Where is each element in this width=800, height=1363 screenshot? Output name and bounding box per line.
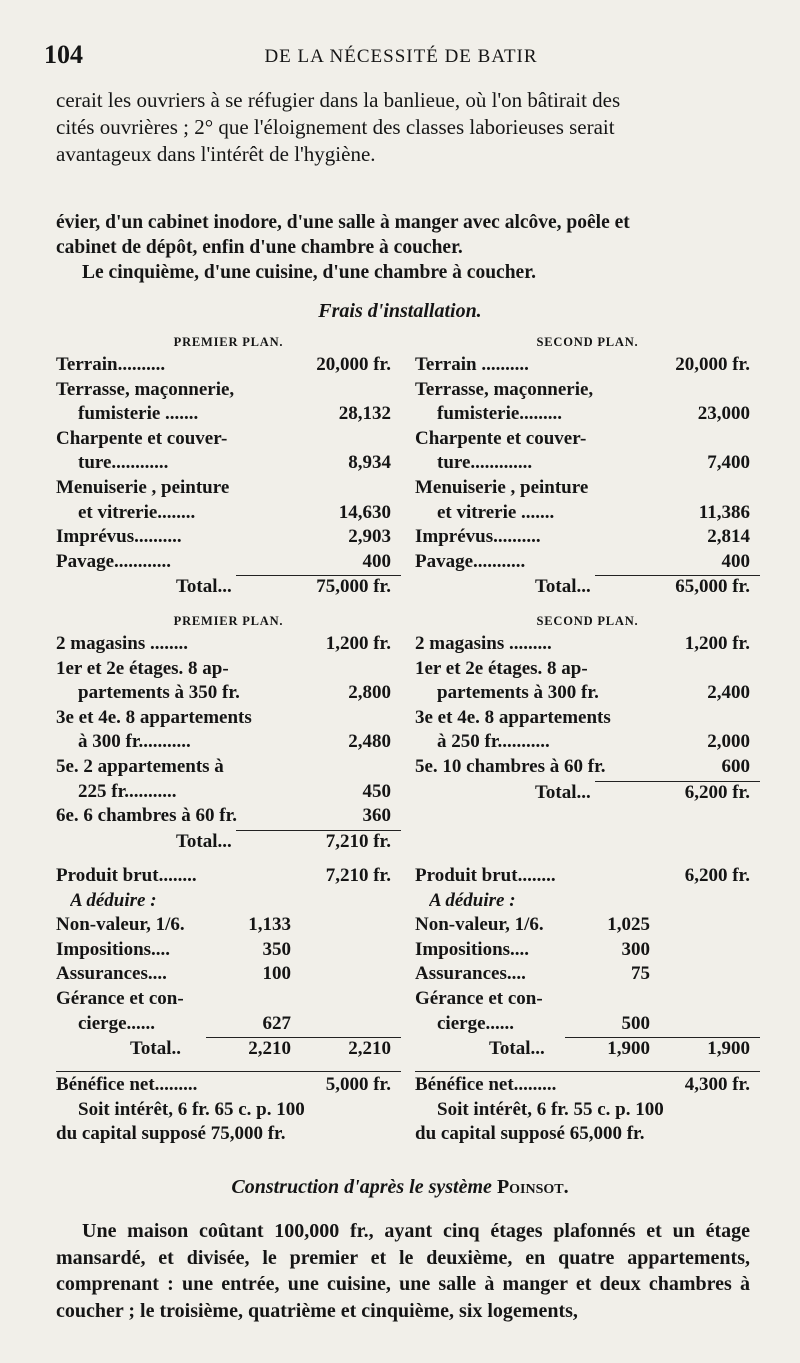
total-row xyxy=(56,1036,401,1062)
revenue-right xyxy=(415,610,760,806)
row-label: 5e. 2 appartements à xyxy=(56,755,224,777)
row-label: Impositions.... xyxy=(56,938,171,960)
rule xyxy=(415,1071,760,1072)
row-label: Gérance et con- xyxy=(56,987,184,1009)
row-label: 225 fr........... xyxy=(78,780,177,802)
benefice-amount: 4,300 fr. xyxy=(684,1074,750,1095)
intro-line: cerait les ouvriers à se réfugier dans la banlieue, où l'on bâtirait des xyxy=(56,88,621,112)
total-label: Total... xyxy=(489,1038,545,1060)
produit-brut-row xyxy=(415,864,760,889)
a-deduire-label: A déduire : xyxy=(70,889,157,911)
running-title: DE LA NÉCESSITÉ DE BATIR xyxy=(264,46,538,67)
produit-brut-amount: 7,210 fr. xyxy=(325,865,391,886)
row-label: fumisterie ....... xyxy=(78,403,199,425)
row-label: et vitrerie ....... xyxy=(437,501,555,523)
row-amount: 14,630 xyxy=(338,501,391,523)
table-row xyxy=(415,681,760,706)
table-row xyxy=(56,378,401,403)
table-row xyxy=(56,632,401,657)
intro-paragraph xyxy=(56,87,750,168)
table-row xyxy=(415,706,760,731)
row-label: fumisterie......... xyxy=(437,403,563,425)
table-row xyxy=(415,353,760,378)
row-label: cierge...... xyxy=(437,1012,515,1034)
benefice-row xyxy=(56,1073,401,1098)
row-amount: 2,480 xyxy=(348,731,391,753)
interet-line: Soit intérêt, 6 fr. 55 c. p. 100 xyxy=(437,1098,664,1120)
row-amount: 300 xyxy=(621,938,650,960)
table-row xyxy=(56,962,401,987)
row-amount: 28,132 xyxy=(338,403,391,425)
table-row xyxy=(56,550,401,575)
table-row xyxy=(56,402,401,427)
interet-line: du capital supposé 75,000 fr. xyxy=(56,1123,286,1145)
revenue-left xyxy=(56,610,401,855)
row-amount: 1,200 fr. xyxy=(684,633,750,654)
row-amount: 500 xyxy=(621,1012,650,1034)
row-label: 3e et 4e. 8 appartements xyxy=(56,706,252,728)
section-title xyxy=(0,1176,800,1199)
benefice-label: Bénéfice net......... xyxy=(56,1074,198,1095)
a-deduire-heading xyxy=(56,889,401,914)
total-label: Total... xyxy=(176,576,232,598)
table-row xyxy=(415,730,760,755)
table-row xyxy=(56,1012,401,1037)
total-row xyxy=(415,574,760,600)
row-label: et vitrerie........ xyxy=(78,501,196,523)
deductions-left xyxy=(56,864,401,1062)
table-row xyxy=(56,657,401,682)
row-amount: 2,903 xyxy=(348,526,391,548)
table-row xyxy=(415,550,760,575)
row-label: Pavage............ xyxy=(56,550,172,572)
row-label: 2 magasins ........ xyxy=(56,633,188,654)
page-number: 104 xyxy=(44,40,83,69)
total-label: Total.. xyxy=(130,1038,182,1060)
total-amount: 1,900 xyxy=(607,1038,650,1060)
row-label: Non-valeur, 1/6. xyxy=(56,914,185,936)
interet-line: Soit intérêt, 6 fr. 65 c. p. 100 xyxy=(78,1098,305,1120)
row-label: 2 magasins ......... xyxy=(415,633,552,654)
plan-line: cabinet de dépôt, enfin d'une chambre à coucher. xyxy=(56,237,463,258)
table-row xyxy=(415,962,760,987)
table-row xyxy=(415,913,760,938)
benefice-row xyxy=(415,1073,760,1098)
installation-right xyxy=(415,331,760,600)
benefice-label: Bénéfice net......... xyxy=(415,1074,557,1095)
row-label: Non-valeur, 1/6. xyxy=(415,914,544,936)
table-row xyxy=(56,938,401,963)
row-label: Assurances.... xyxy=(56,963,167,985)
row-label: partements à 300 fr. xyxy=(437,682,599,704)
total-row xyxy=(415,1036,760,1062)
row-amount: 400 xyxy=(362,550,391,572)
row-amount: 600 xyxy=(721,755,750,777)
row-amount: 11,386 xyxy=(698,501,750,523)
premier-plan-label: PREMIER PLAN. xyxy=(173,614,284,628)
intro-line: cités ouvrières ; 2° que l'éloignement des classes laborieuses serait xyxy=(56,115,615,139)
benefice-right xyxy=(415,1073,760,1147)
table-row xyxy=(56,706,401,731)
row-label: 1er et 2e étages. 8 ap- xyxy=(415,657,588,679)
table-row xyxy=(415,632,760,657)
row-label: cierge...... xyxy=(78,1012,156,1034)
total-amount: 6,200 fr. xyxy=(684,781,750,803)
interet-line: du capital supposé 65,000 fr. xyxy=(415,1123,645,1145)
row-label: Imprévus.......... xyxy=(56,526,182,548)
table-row xyxy=(56,681,401,706)
table-row xyxy=(415,987,760,1012)
table-row xyxy=(56,987,401,1012)
total-label: Total... xyxy=(535,576,591,598)
table-row xyxy=(56,476,401,501)
produit-brut-label: Produit brut........ xyxy=(415,865,556,886)
row-label: partements à 350 fr. xyxy=(78,682,240,704)
row-amount: 400 xyxy=(721,550,750,572)
plan-line: évier, d'un cabinet inodore, d'une salle à manger avec alcôve, poêle et xyxy=(56,212,630,233)
installation-left xyxy=(56,331,401,600)
row-amount: 100 xyxy=(262,963,291,985)
table-row xyxy=(415,1012,760,1037)
row-amount: 2,400 xyxy=(707,682,750,704)
total-label: Total... xyxy=(535,781,591,803)
row-label: Gérance et con- xyxy=(415,987,543,1009)
produit-brut-label: Produit brut........ xyxy=(56,865,197,886)
table-row xyxy=(56,804,401,829)
table-row xyxy=(56,730,401,755)
total-row xyxy=(415,780,760,806)
a-deduire-label: A déduire : xyxy=(429,889,516,911)
row-amount: 1,025 xyxy=(607,914,650,936)
table-row xyxy=(415,755,760,780)
row-label: Menuiserie , peinture xyxy=(415,476,589,498)
total-label: Total... xyxy=(176,830,232,852)
intro-line: avantageux dans l'intérêt de l'hygiène. xyxy=(56,142,376,166)
row-amount: 1,133 xyxy=(248,914,291,936)
row-amount: 20,000 fr. xyxy=(316,354,391,375)
row-amount: 2,000 xyxy=(707,731,750,753)
total-amount: 7,210 fr. xyxy=(325,830,391,852)
table-row xyxy=(415,657,760,682)
second-plan-label: SECOND PLAN. xyxy=(536,614,639,628)
table-row xyxy=(415,402,760,427)
row-label: Menuiserie , peinture xyxy=(56,476,230,498)
table-row xyxy=(415,427,760,452)
row-label: ture............. xyxy=(437,452,533,474)
table-row xyxy=(415,476,760,501)
page-header xyxy=(44,40,758,74)
total-amount: 65,000 fr. xyxy=(675,576,750,598)
total-amount: 75,000 fr. xyxy=(316,576,391,598)
row-label: Terrain .......... xyxy=(415,354,529,375)
total-row xyxy=(56,574,401,600)
benefice-amount: 5,000 fr. xyxy=(325,1074,391,1095)
row-amount: 2,800 xyxy=(348,682,391,704)
row-label: Terrain.......... xyxy=(56,354,166,375)
second-plan-label: SECOND PLAN. xyxy=(536,335,639,349)
row-amount: 20,000 fr. xyxy=(675,354,750,375)
row-label: 3e et 4e. 8 appartements xyxy=(415,706,611,728)
row-amount: 75 xyxy=(631,963,650,985)
table-row xyxy=(56,755,401,780)
section-title-text: Construction d'après le système xyxy=(231,1176,492,1198)
row-amount: 2,814 xyxy=(707,526,750,548)
row-amount: 23,000 xyxy=(697,403,750,425)
row-label: Assurances.... xyxy=(415,963,526,985)
row-amount: 8,934 xyxy=(348,452,391,474)
frais-title: Frais d'installation. xyxy=(318,300,482,322)
final-paragraph: Une maison coûtant 100,000 fr., ayant cinq étages plafonnés et un étage mansardé, et divisée, le premier et le deuxième, en quatre appartements, comprenant : une entrée, une cuisine, une salle à manger et deux chambres à coucher ; le troisième, quatrième et cinquième, six logements, xyxy=(56,1220,750,1322)
produit-brut-amount: 6,200 fr. xyxy=(684,865,750,886)
table-row xyxy=(56,427,401,452)
row-label: Impositions.... xyxy=(415,938,530,960)
row-amount: 1,200 fr. xyxy=(325,633,391,654)
row-label: Charpente et couver- xyxy=(56,427,228,449)
produit-brut-row xyxy=(56,864,401,889)
row-label: ture............ xyxy=(78,452,169,474)
deductions-right xyxy=(415,864,760,1062)
table-row xyxy=(415,525,760,550)
rule xyxy=(56,1071,401,1072)
table-row xyxy=(415,938,760,963)
plan-description xyxy=(56,210,750,285)
table-row xyxy=(56,451,401,476)
section-title-name: Poinsot. xyxy=(496,1176,569,1198)
row-label: Terrasse, maçonnerie, xyxy=(56,378,235,400)
row-label: à 300 fr........... xyxy=(78,731,191,753)
row-label: Pavage........... xyxy=(415,550,526,572)
a-deduire-heading xyxy=(415,889,760,914)
table-row xyxy=(56,353,401,378)
table-row xyxy=(415,451,760,476)
row-amount: 360 xyxy=(362,805,391,827)
total-amount: 2,210 xyxy=(248,1038,291,1060)
plan-line: Le cinquième, d'une cuisine, d'une chambre à coucher. xyxy=(82,262,536,283)
row-amount: 7,400 xyxy=(707,452,750,474)
table-row xyxy=(415,501,760,526)
row-label: 6e. 6 chambres à 60 fr. xyxy=(56,805,238,827)
row-label: à 250 fr........... xyxy=(437,731,550,753)
row-label: 5e. 10 chambres à 60 fr. xyxy=(415,755,606,777)
table-row xyxy=(415,378,760,403)
total-amount-carried: 2,210 xyxy=(348,1038,391,1060)
benefice-left xyxy=(56,1073,401,1147)
table-row xyxy=(56,780,401,805)
table-row xyxy=(56,501,401,526)
row-amount: 350 xyxy=(262,938,291,960)
table-row xyxy=(56,525,401,550)
row-amount: 450 xyxy=(362,780,391,802)
row-label: Terrasse, maçonnerie, xyxy=(415,378,594,400)
total-amount-carried: 1,900 xyxy=(707,1038,750,1060)
row-label: Imprévus.......... xyxy=(415,526,541,548)
row-amount: 627 xyxy=(262,1012,291,1034)
table-row xyxy=(56,913,401,938)
total-row xyxy=(56,829,401,855)
row-label: 1er et 2e étages. 8 ap- xyxy=(56,657,229,679)
premier-plan-label: PREMIER PLAN. xyxy=(173,335,284,349)
row-label: Charpente et couver- xyxy=(415,427,587,449)
